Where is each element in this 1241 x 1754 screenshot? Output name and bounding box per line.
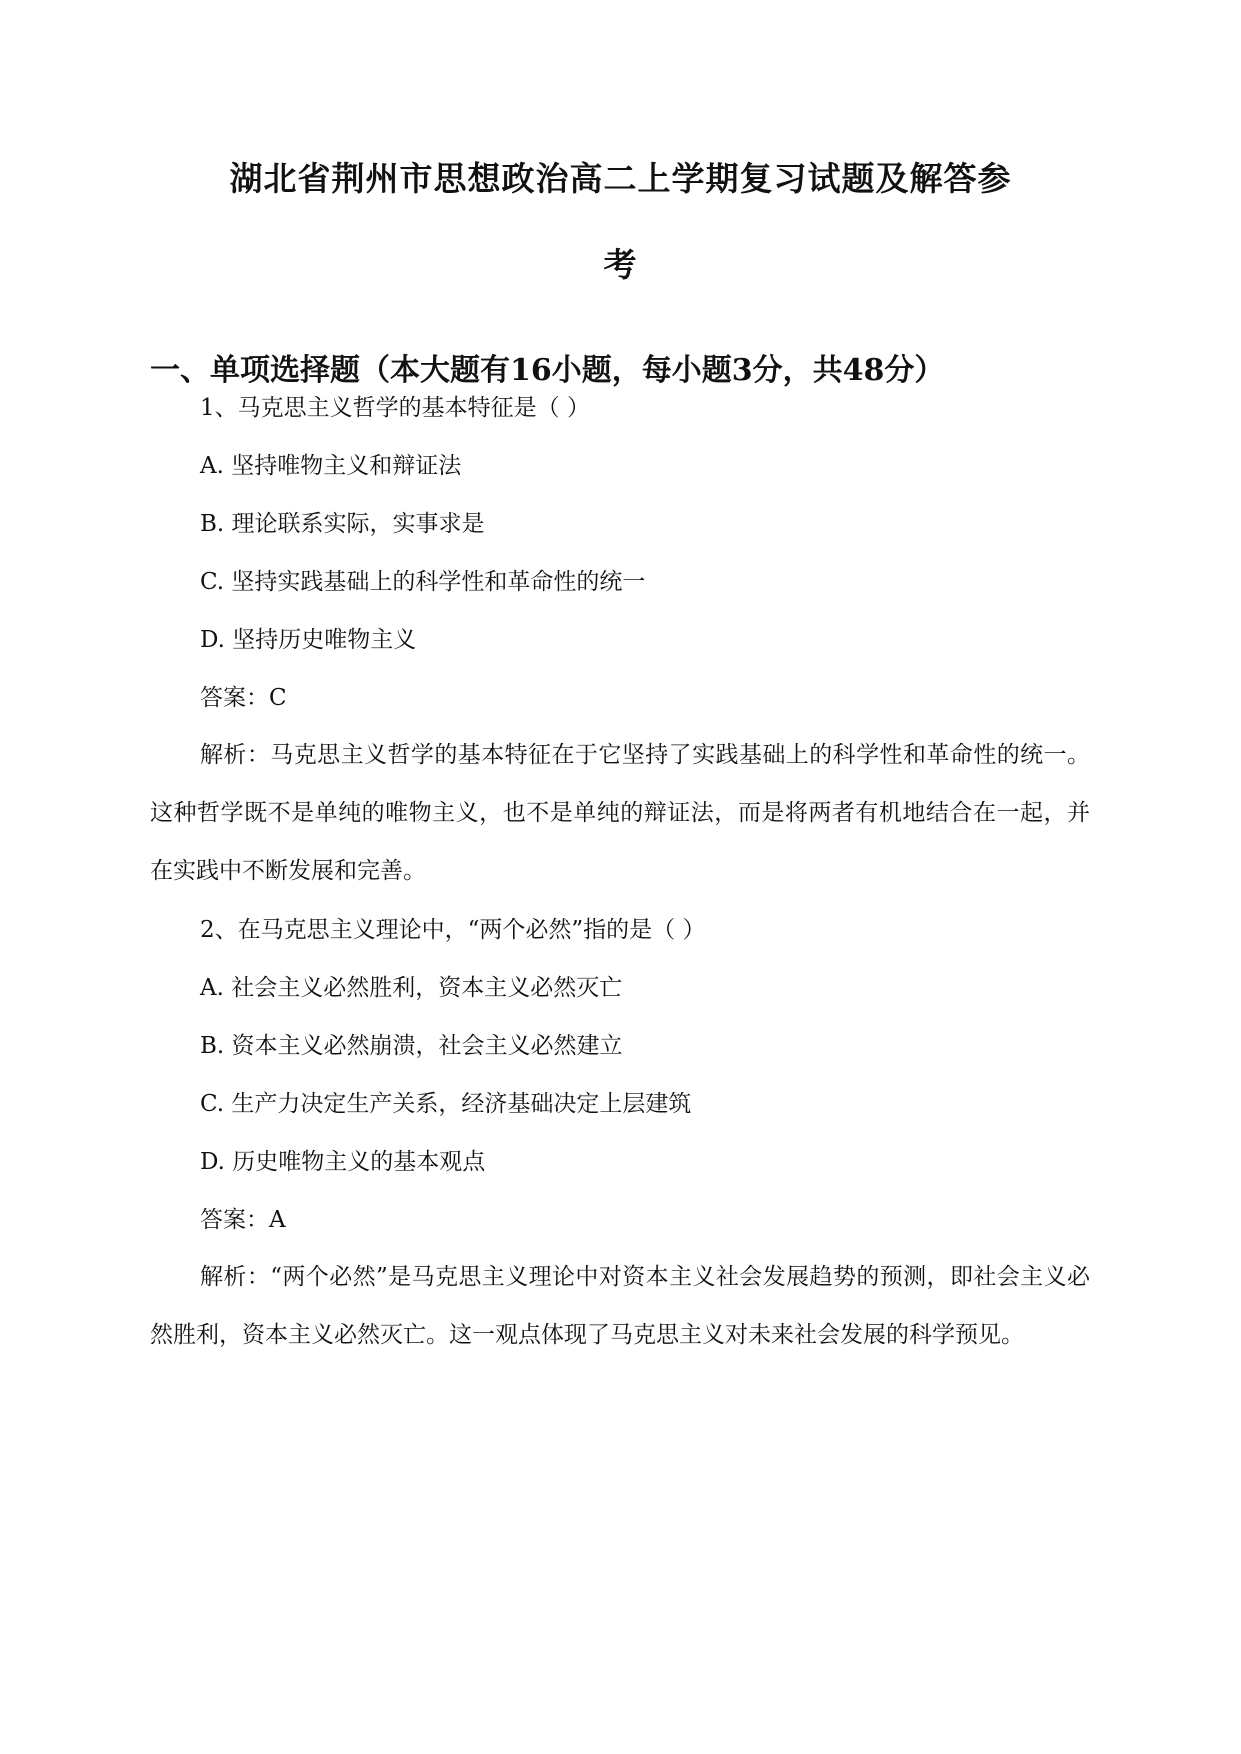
question-1-option-b: B. 理论联系实际，实事求是 [200,511,485,537]
question-1-answer: 答案：C [200,685,287,711]
question-2-stem: 2、在马克思主义理论中，“两个必然”指的是（ ） [200,917,706,943]
question-1-option-d: D. 坚持历史唯物主义 [200,627,417,653]
question-2-explanation: 解析：“两个必然”是马克思主义理论中对资本主义社会发展趋势的预测，即社会主义必然胜利，资本主义必然灭亡。这一观点体现了马克思主义对未来社会发展的科学预见。 [150,1264,1090,1348]
question-1-explanation: 解析：马克思主义哲学的基本特征在于它坚持了实践基础上的科学性和革命性的统一。这种哲学既不是单纯的唯物主义，也不是单纯的辩证法，而是将两者有机地结合在一起，并在实践中不断发展和完善。 [150,742,1090,884]
question-2-option-d: D. 历史唯物主义的基本观点 [200,1149,486,1175]
document-title-line-2: 考 [603,245,638,284]
question-1-stem: 1、马克思主义哲学的基本特征是（ ） [200,395,590,421]
section-heading: 一、单项选择题（本大题有16小题，每小题3分，共48分） [150,353,945,388]
question-1-option-c: C. 坚持实践基础上的科学性和革命性的统一 [200,569,646,595]
document-title-line-1: 湖北省荆州市思想政治高二上学期复习试题及解答参 [229,159,1012,198]
question-2-option-c: C. 生产力决定生产关系，经济基础决定上层建筑 [200,1091,692,1117]
question-1-option-a: A. 坚持唯物主义和辩证法 [200,453,462,479]
question-2-option-a: A. 社会主义必然胜利，资本主义必然灭亡 [200,975,623,1001]
question-2-option-b: B. 资本主义必然崩溃，社会主义必然建立 [200,1033,623,1059]
question-2-answer: 答案：A [200,1207,286,1233]
